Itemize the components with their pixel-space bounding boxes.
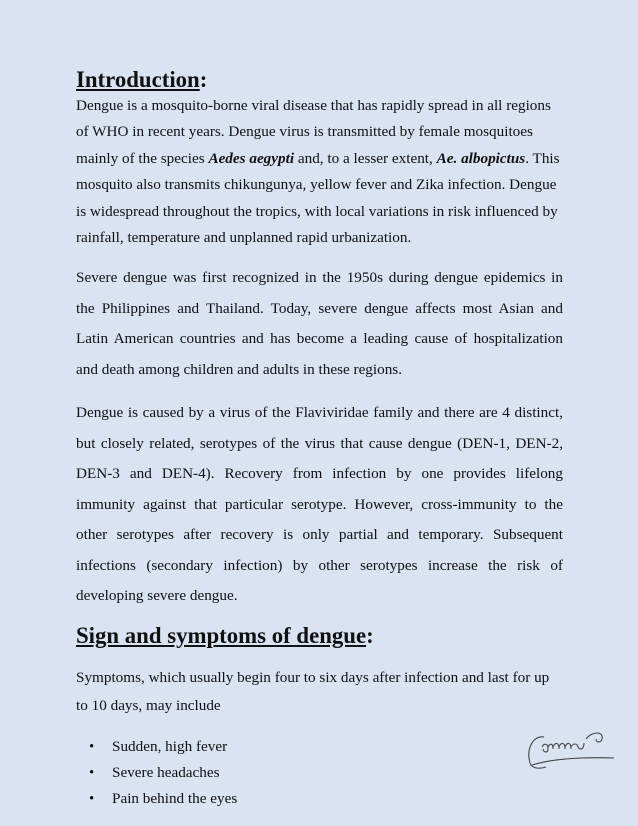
paragraph-virus: Dengue is caused by a virus of the Flaviviridae family and there are 4 distinct, but closely related, serotypes of the virus that cause dengue (DEN-1, DEN-2, DEN-3 and DEN-4). Recovery from infection by one provides lifelong immunity against that particular serotype. However, cross-immunity to the other serotypes after recovery is only partial and temporary. Subsequent infections (secondary infection) by other serotypes increase the risk of developing severe dengue.	[76, 404, 563, 605]
paragraph-history: Severe dengue was first recognized in the 1950s during dengue epidemics in the Philippines and Thailand. Today, severe dengue affects most Asian and Latin American countries and has become a leading cause of hospitalization and death among children and adults in these regions.	[76, 269, 563, 378]
list-item	[76, 786, 563, 812]
heading-colon: :	[199, 67, 208, 92]
list-item-text: Sudden, high fever	[112, 737, 228, 755]
bullet-icon: •	[89, 790, 95, 807]
paragraph-symptoms-intro: Symptoms, which usually begin four to six days after infection and last for up to 10 days, may include	[76, 668, 550, 714]
signature-mark	[522, 725, 622, 775]
section-heading-symptoms	[76, 622, 563, 648]
paragraph-intro	[76, 93, 563, 251]
bullet-icon: •	[89, 738, 95, 755]
document-page	[76, 67, 563, 812]
paragraph-text: . This mosquito also transmits chikungunya, yellow fever and Zika infection. Dengue is widespread throughout the tropics, with local variations in risk influenced by rainfall, temperature and unplanned rapid urbanization.	[76, 149, 560, 247]
symptom-list	[76, 734, 563, 812]
list-item-text: Severe headaches	[112, 763, 220, 781]
heading-colon: :	[366, 622, 374, 648]
paragraph-text: and, to a lesser extent,	[294, 149, 437, 167]
section-heading-introduction	[76, 67, 563, 92]
heading-text: Introduction	[76, 67, 200, 92]
list-item	[76, 760, 563, 786]
list-item	[76, 734, 563, 760]
bullet-icon: •	[89, 764, 95, 781]
species-name: Ae. albopictus	[436, 149, 526, 167]
species-name: Aedes aegypti	[208, 149, 295, 167]
list-item-text: Pain behind the eyes	[112, 789, 238, 807]
heading-text: Sign and symptoms of dengue	[76, 622, 367, 648]
paragraph-text: Dengue is a mosquito-borne viral disease that has rapidly spread in all regions of WHO in recent years. Dengue virus is transmitted by female mosquitoes mainly of the species	[76, 97, 551, 167]
